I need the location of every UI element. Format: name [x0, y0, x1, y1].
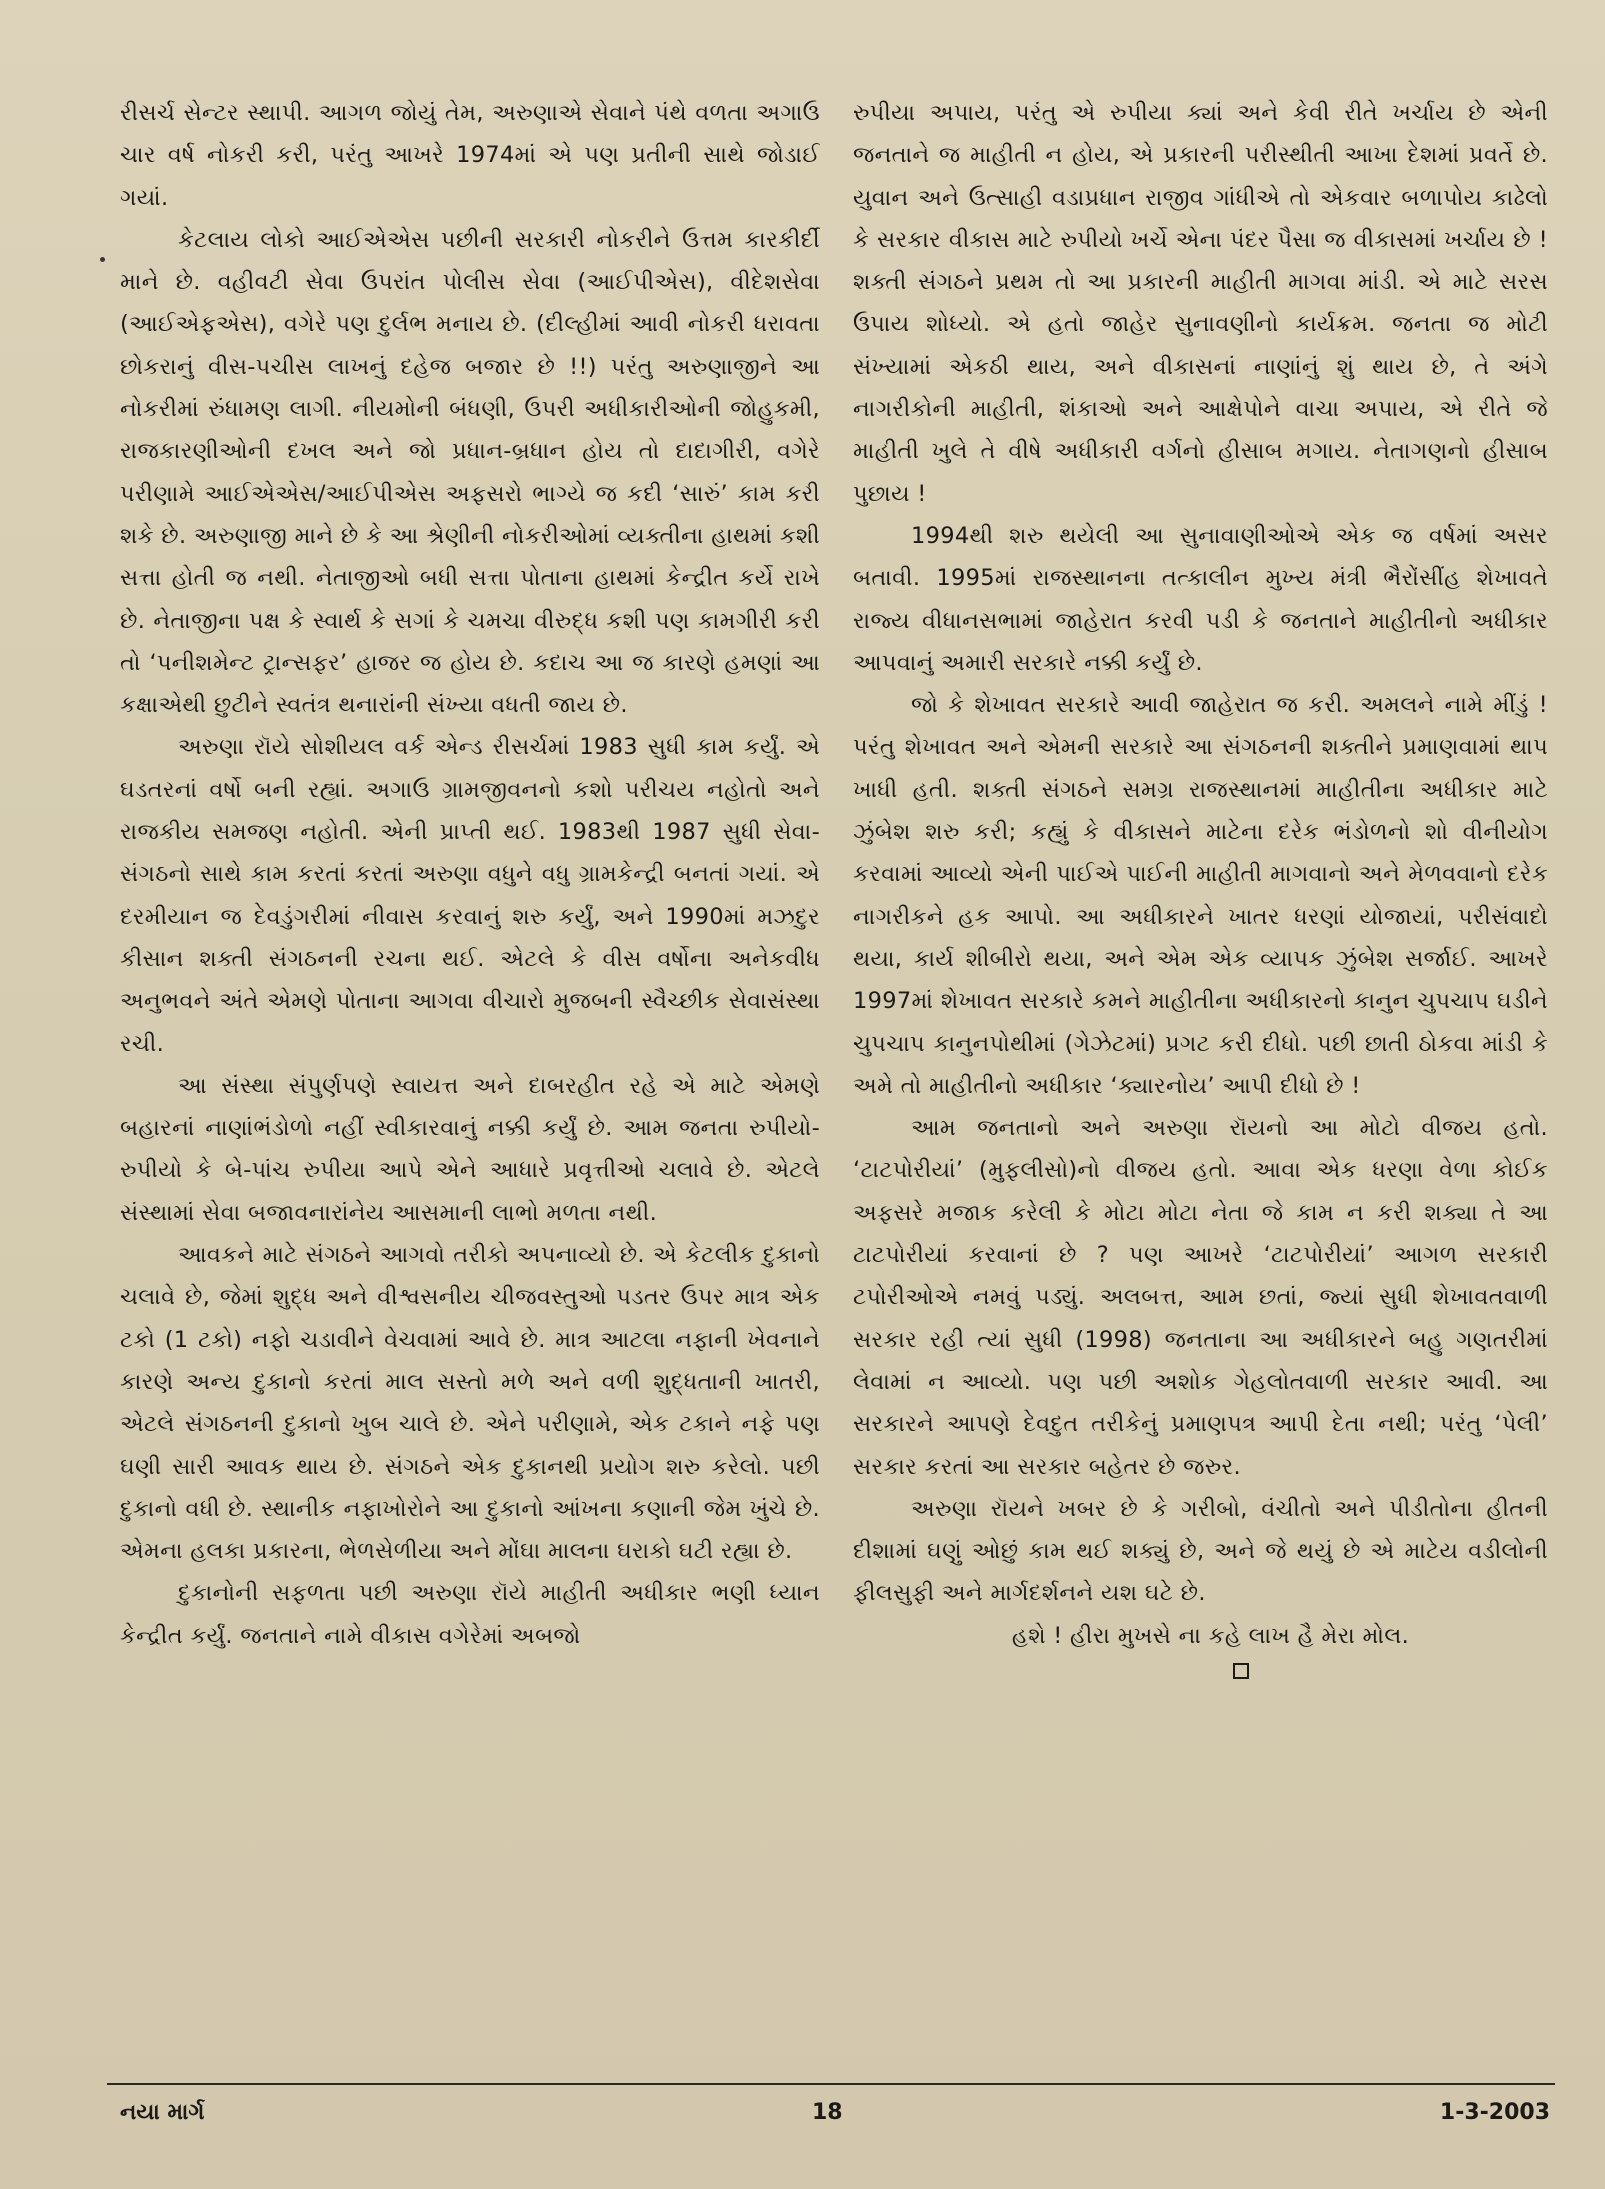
issue-date: 1-3-2003 — [1439, 2100, 1550, 2125]
paragraph: આમ જનતાનો અને અરુણા રૉયનો આ મોટો વીજય હતો. ‘ટાટપોરીયાં’ (મુફલીસો)નો વીજય હતો. આવા એક ધરણા વેળા કોઈક અફસરે મજાક કરેલી કે મોટા મોટા નેતા જે કામ ન કરી શક્યા તે આ ટાટપોરીયાં કરવાનાં છે ? પણ આખરે ‘ટાટપોરીયાં’ આગળ સરકારી ટપોરીઓએ નમવું પડ્યું. અલબત્ત, આમ છતાં, જ્યાં સુધી શેખાવતવાળી સરકાર રહી ત્યાં સુધી (1998) જનતાના આ અધીકારને બહુ ગણતરીમાં લેવામાં ન આવ્યો. પણ પછી અશોક ગેહલોતવાળી સરકાર આવી. આ સરકારને આપણે દેવદુત તરીકેનું પ્રમાણપત્ર આપી દેતા નથી; પરંતુ ‘પેલી’ સરકાર કરતાં આ સરકાર બહેતર છે જરુર. — [853, 1115, 1548, 1480]
paragraph: આવકને માટે સંગઠને આગવો તરીકો અપનાવ્યો છે. એ કેટલીક દુકાનો ચલાવે છે, જેમાં શુદ્ધ અને વીશ્વસનીય ચીજવસ્તુઓ પડતર ઉપર માત્ર એક ટકો (1 ટકો) નફો ચડાવીને વેચવામાં આવે છે. માત્ર આટલા નફાની ખેવનાને કારણે અન્ય દુકાનો કરતાં માલ સસ્તો મળે અને વળી શુદ્ધતાની ખાતરી, એટલે સંગઠનની દુકાનો ખુબ ચાલે છે. એને પરીણામે, એક ટકાને નફે પણ ઘણી સારી આવક થાય છે. સંગઠને એક દુકાનથી પ્રયોગ શરુ કરેલો. પછી દુકાનો વધી છે. સ્થાનીક નફાખોરોને આ દુકાનો આંખના કણાની જેમ ખુંચે છે. એમના હલકા પ્રકારના, ભેળસેળીયા અને મોંઘા માલના ઘરાકો ઘટી રહ્યા છે. — [120, 1242, 820, 1565]
paragraph: આ સંસ્થા સંપુર્ણપણે સ્વાયત્ત અને દાબરહીત રહે એ માટે એમણે બહારનાં નાણાંભંડોળો નહીં સ્વીકારવાનું નક્કી કર્યું છે. આમ જનતા રુપીયો-રુપીયો કે બે-પાંચ રુપીયા આપે એને આધારે પ્રવૃત્તીઓ ચલાવે છે. એટલે સંસ્થામાં સેવા બજાવનારાંનેય આસમાની લાભો મળતા નથી. — [120, 1072, 820, 1226]
publication-name: નયા માર્ગ — [120, 2100, 205, 2125]
print-speck — [100, 257, 105, 262]
paragraph: રુપીયા અપાય, પરંતુ એ રુપીયા ક્યાં અને કેવી રીતે ખર્ચાય છે એની જનતાને જ માહીતી ન હોય, એ પ્રકારની પરીસ્થીતી આખા દેશમાં પ્રવર્તે છે. યુવાન અને ઉત્સાહી વડાપ્રધાન રાજીવ ગાંધીએ તો એકવાર બળાપોય કાઢેલો કે સરકાર વીકાસ માટે રુપીયો ખર્ચે એના પંદર પૈસા જ વીકાસમાં ખર્ચાય છે ! શક્તી સંગઠને પ્રથમ તો આ પ્રકારની માહીતી માગવા માંડી. એ માટે સરસ ઉપાય શોધ્યો. એ હતો જાહેર સુનાવણીનો કાર્યક્રમ. જનતા જ મોટી સંખ્યામાં એકઠી થાય, અને વીકાસનાં નાણાંનું શું થાય છે, તે અંગે નાગરીકોની માહીતી, શંકાઓ અને આક્ષેપોને વાચા અપાય, એ રીતે જે માહીતી ખુલે તે વીષે અધીકારી વર્ગનો હીસાબ મગાય. નેતાગણનો હીસાબ પુછાય ! — [853, 100, 1548, 507]
paragraph: જો કે શેખાવત સરકારે આવી જાહેરાત જ કરી. અમલને નામે મીંડું ! પરંતુ શેખાવત અને એમની સરકારે આ સંગઠનની શક્તીને પ્રમાણવામાં થાપ ખાધી હતી. શક્તી સંગઠને સમગ્ર રાજસ્થાનમાં માહીતીના અધીકાર માટે ઝુંબેશ શરુ કરી; કહ્યું કે વીકાસને માટેના દરેક ભંડોળનો શો વીનીયોગ કરવામાં આવ્યો એની પાઈએ પાઈની માહીતી માગવાનો અને મેળવવાનો દરેક નાગરીકને હક આપો. આ અધીકારને ખાતર ધરણાં યોજાયાં, પરીસંવાદો થયા, કાર્ય શીબીરો થયા, અને એમ એક વ્યાપક ઝુંબેશ સર્જાઈ. આખરે 1997માં શેખાવત સરકારે કમને માહીતીના અધીકારનો કાનુન ચુપચાપ ઘડીને ચુપચાપ કાનુનપોથીમાં (ગેઝેટમાં) પ્રગટ કરી દીધો. પછી છાતી ઠોકવા માંડી કે અમે તો માહીતીનો અધીકાર ‘ક્યારનોય’ આપી દીધો છે ! — [853, 692, 1548, 1099]
paragraph: રીસર્ચ સેન્ટર સ્થાપી. આગળ જોયું તેમ, અરુણાએ સેવાને પંથે વળતા અગાઉ ચાર વર્ષ નોકરી કરી, પરંતુ આખરે 1974માં એ પણ પ્રતીની સાથે જોડાઈ ગયાં. — [120, 100, 820, 211]
paragraph: કેટલાય લોકો આઈએએસ પછીની સરકારી નોકરીને ઉત્તમ કારકીર્દી માને છે. વહીવટી સેવા ઉપરાંત પોલીસ સેવા (આઈપીએસ), વીદેશસેવા (આઈએફએસ), વગેરે પણ દુર્લભ મનાય છે. (દીલ્હીમાં આવી નોકરી ધરાવતા છોકરાનું વીસ-પચીસ લાખનું દહેજ બજાર છે !!) પરંતુ અરુણાજીને આ નોકરીમાં રુંધામણ લાગી. નીયમોની બંધણી, ઉપરી અધીકારીઓની જોહુકમી, રાજકારણીઓની દખલ અને જો પ્રધાન-બ્રધાન હોય તો દાદાગીરી, વગેરે પરીણામે આઈએએસ/આઈપીએસ અફસરો ભાગ્યે જ કદી ‘સારું’ કામ કરી શકે છે. અરુણાજી માને છે કે આ શ્રેણીની નોકરીઓમાં વ્યક્તીના હાથમાં કશી સત્તા હોતી જ નથી. નેતાજીઓ બધી સત્તા પોતાના હાથમાં કેન્દ્રીત કર્યે રાખે છે. નેતાજીના પક્ષ કે સ્વાર્થ કે સગાં કે ચમચા વીરુદ્ધ કશી પણ કામગીરી કરી તો ‘પનીશમેન્ટ ટ્રાન્સફર’ હાજર જ હોય છે. કદાચ આ જ કારણે હમણાં આ કક્ષાએથી છુટીને સ્વતંત્ર થનારાંની સંખ્યા વધતી જાય છે. — [120, 226, 820, 719]
left-text-column — [120, 92, 820, 2077]
right-text-column — [853, 92, 1548, 2077]
closing-quote: હશે ! હીરા મુખસે ના કહે લાખ હૈ મેરા મોલ. — [1011, 1622, 1410, 1649]
page-number: 18 — [812, 2100, 843, 2125]
paragraph: અરુણા રૉયને ખબર છે કે ગરીબો, વંચીતો અને પીડીતોના હીતની દીશામાં ઘણું ઓછું કામ થઈ શક્યું છે, અને જે થયું છે એ માટેય વડીલોની ફીલસુફી અને માર્ગદર્શનને યશ ઘટે છે. — [853, 1495, 1548, 1607]
paragraph: 1994થી શરુ થયેલી આ સુનાવાણીઓએ એક જ વર્ષમાં અસર બતાવી. 1995માં રાજસ્થાનના તત્કાલીન મુખ્ય મંત્રી ભૈરોંસીંહ શેખાવતે રાજ્ય વીધાનસભામાં જાહેરાત કરવી પડી કે જનતાને માહીતીનો અધીકાર આપવાનું અમારી સરકારે નક્કી કર્યું છે. — [853, 522, 1548, 676]
paragraph: દુકાનોની સફળતા પછી અરુણા રૉયે માહીતી અધીકાર ભણી ધ્યાન કેન્દ્રીત કર્યું. જનતાને નામે વીકાસ વગેરેમાં અબજો — [120, 1580, 820, 1649]
footer-divider — [107, 2083, 1555, 2085]
paragraph: અરુણા રૉયે સોશીયલ વર્ક એન્ડ રીસર્ચમાં 1983 સુધી કામ કર્યું. એ ઘડતરનાં વર્ષો બની રહ્યાં. અગાઉ ગ્રામજીવનનો કશો પરીચય નહોતો અને રાજકીય સમજણ નહોતી. એની પ્રાપ્તી થઈ. 1983થી 1987 સુધી સેવા-સંગઠનો સાથે કામ કરતાં કરતાં અરુણા વધુને વધુ ગ્રામકેન્દ્રી બનતાં ગયાં. એ દરમીયાન જ દેવડુંગરીમાં નીવાસ કરવાનું શરુ કર્યું, અને 1990માં મઝદુર કીસાન શક્તી સંગઠનની રચના થઈ. એટલે કે વીસ વર્ષોના અનેકવીધ અનુભવને અંતે એમણે પોતાના આગવા વીચારો મુજબની સ્વૈચ્છીક સેવાસંસ્થા રચી. — [120, 734, 820, 1057]
end-of-article-box-icon — [1233, 1663, 1249, 1679]
